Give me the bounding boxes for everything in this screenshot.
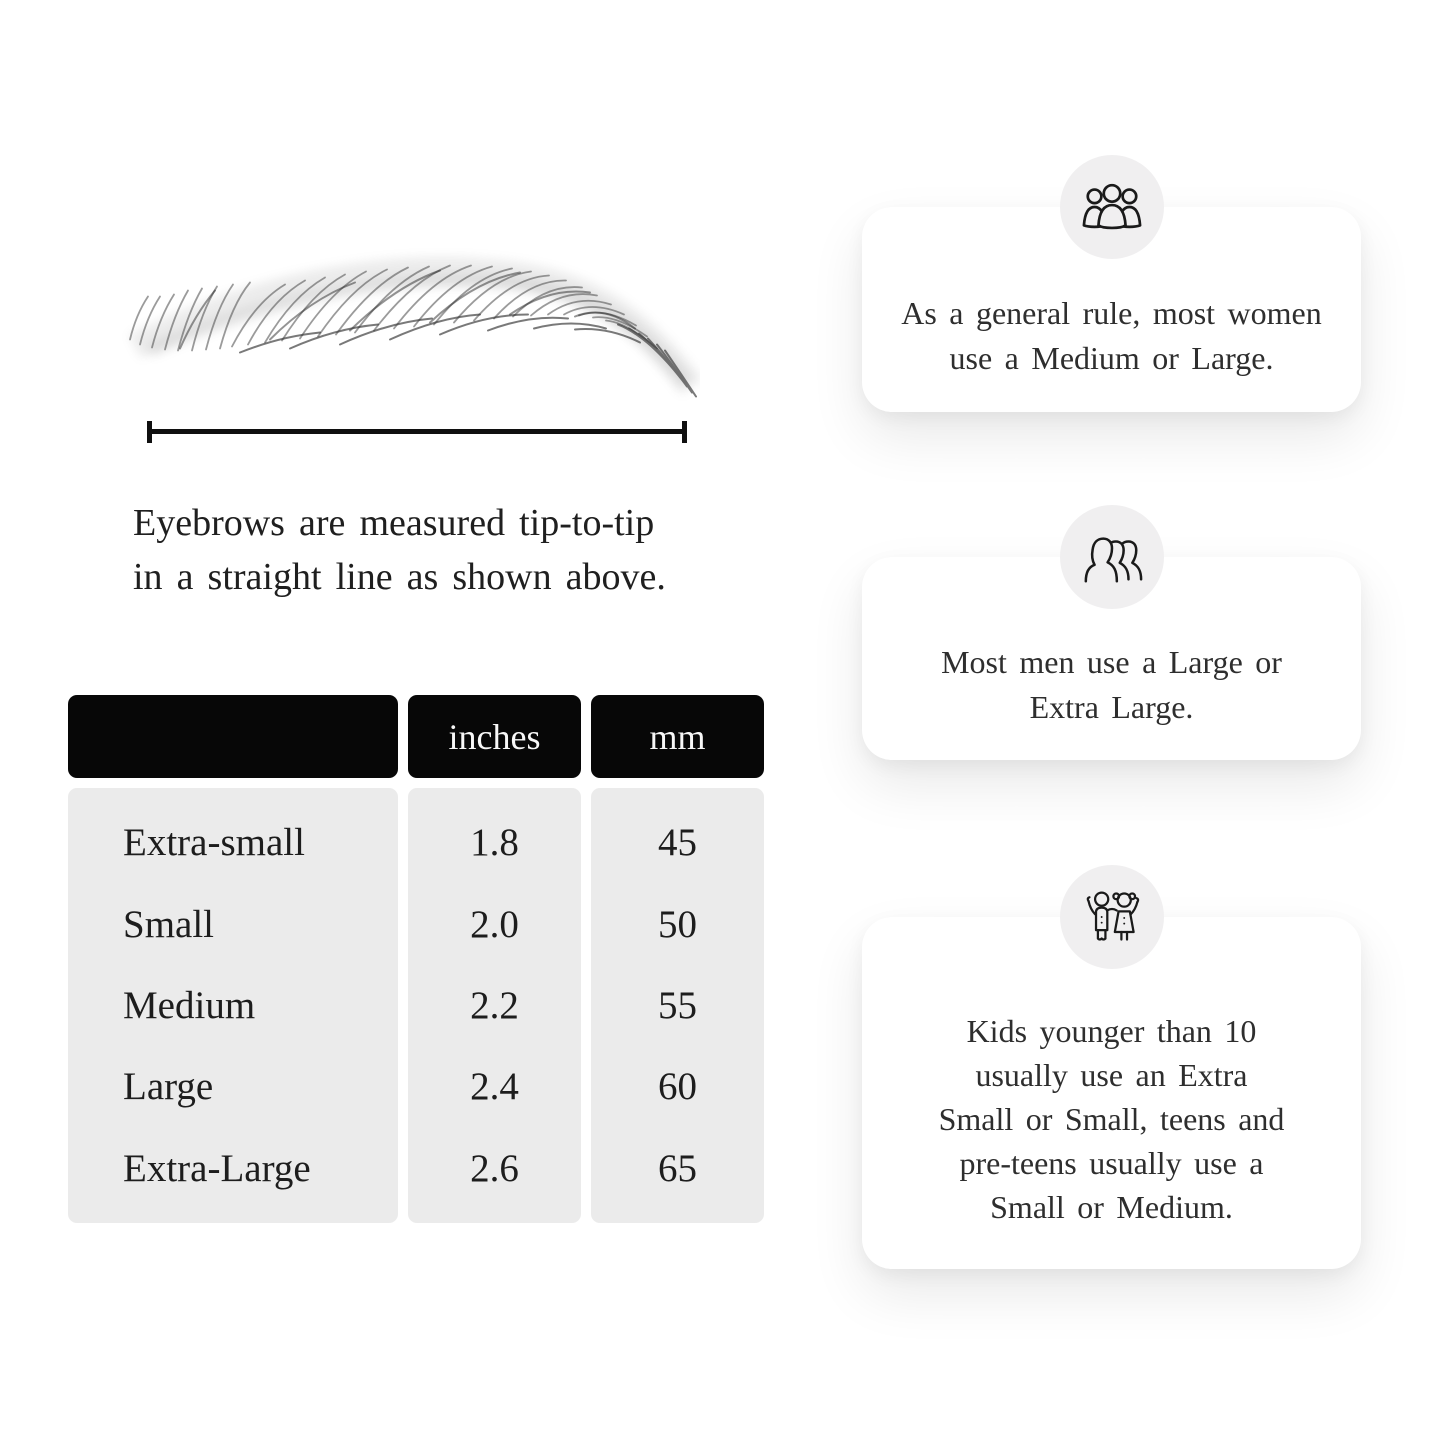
table-row-inches: 2.6: [470, 1146, 519, 1190]
men-guideline-text: [862, 557, 1361, 760]
table-row-mm: 65: [658, 1146, 697, 1190]
measurement-line-bar: [147, 429, 687, 434]
kids-guideline-card: [862, 917, 1361, 1269]
table-row-mm: 55: [658, 984, 697, 1028]
men-text-line-2: Extra Large.: [1029, 688, 1194, 725]
measurement-line: [147, 421, 687, 443]
table-row-mm: 50: [658, 902, 697, 946]
table-row-label: Large: [123, 1065, 214, 1109]
size-table-label-column: [68, 788, 398, 1223]
women-text-line-2: use a Medium or Large.: [949, 339, 1274, 376]
measurement-line-right-cap: [682, 421, 687, 443]
size-table-header: [68, 695, 764, 778]
table-row-label: Extra-small: [123, 821, 305, 865]
table-row-mm: 45: [658, 821, 697, 865]
table-row-label: Extra-Large: [123, 1146, 311, 1190]
table-row-inches: 2.2: [470, 984, 519, 1028]
size-table-inches-column: [408, 788, 581, 1223]
header-cell-inches: inches: [408, 695, 581, 778]
women-text-line-1: As a general rule, most women: [901, 294, 1322, 331]
kids-text-line-1: Kids younger than 10: [966, 1013, 1257, 1049]
kids-text-line-2: usually use an Extra: [975, 1057, 1248, 1093]
women-guideline-text: [862, 207, 1361, 412]
women-guideline-card: [862, 207, 1361, 412]
measurement-caption: [133, 496, 733, 604]
caption-line-2: in a straight line as shown above.: [133, 556, 666, 598]
size-table-body: [68, 788, 764, 1223]
size-table-mm-column: [591, 788, 764, 1223]
eyebrow-illustration: [120, 242, 700, 407]
table-row-label: Medium: [123, 984, 256, 1028]
table-row-inches: 2.4: [470, 1065, 519, 1109]
kids-guideline-text: [862, 917, 1361, 1269]
kids-text-line-4: pre-teens usually use a: [959, 1145, 1264, 1181]
kids-text-line-5: Small or Medium.: [990, 1189, 1233, 1225]
table-row-inches: 1.8: [470, 821, 519, 865]
header-cell-size: [68, 695, 398, 778]
header-cell-mm: mm: [591, 695, 764, 778]
table-row-inches: 2.0: [470, 902, 519, 946]
men-guideline-card: [862, 557, 1361, 760]
table-row-mm: 60: [658, 1065, 697, 1109]
size-table: [68, 695, 764, 1223]
table-row-label: Small: [123, 902, 215, 946]
kids-text-line-3: Small or Small, teens and: [938, 1101, 1285, 1137]
caption-line-1: Eyebrows are measured tip-to-tip: [133, 502, 655, 544]
men-text-line-1: Most men use a Large or: [941, 643, 1282, 680]
